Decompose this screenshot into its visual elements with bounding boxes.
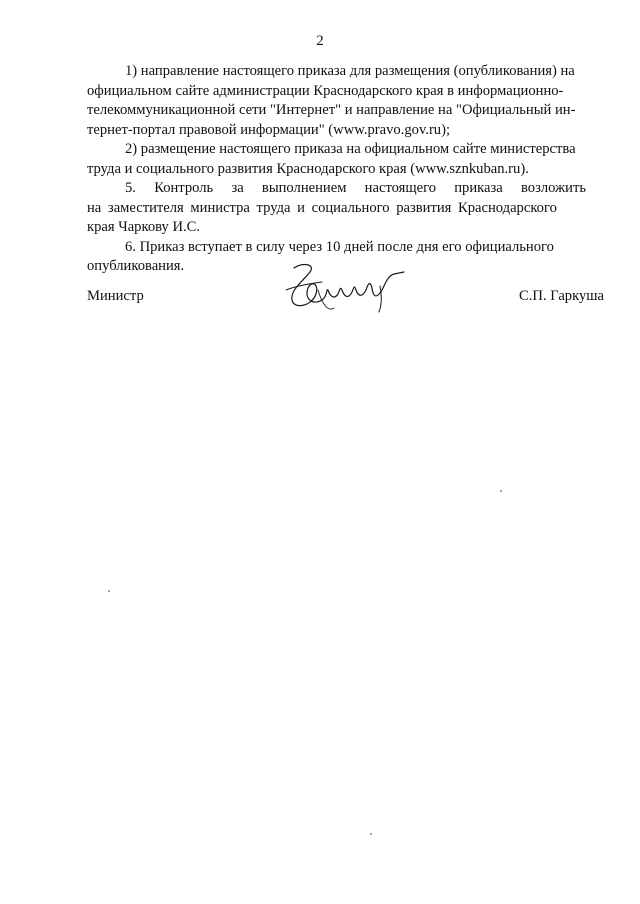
text-line: 1) направление настоящего приказа для размещения (опубликования) на	[125, 63, 575, 79]
text-line: края Чаркову И.С.	[87, 219, 201, 235]
text-line: 6. Приказ вступает в силу через 10 дней после дня его официального	[125, 238, 554, 255]
page-number: 2	[316, 33, 324, 49]
text-line: официальном сайте администрации Краснодарского края в информационно-	[87, 82, 564, 99]
signatory-title: Министр	[87, 288, 144, 304]
text-line: труда и социального развития Краснодарского края (www.sznkuban.ru).	[87, 160, 529, 177]
text-line: на заместителя министра труда и социального развития Краснодарского	[87, 199, 557, 216]
scan-speck	[108, 590, 110, 592]
text-line: опубликования.	[87, 258, 185, 274]
paragraph-control	[87, 179, 604, 238]
text-line: телекоммуникационной сети "Интернет" и направление на "Официальный ин-	[87, 102, 576, 118]
document-body	[87, 62, 604, 277]
paragraph-publication	[87, 62, 604, 140]
signatory-name: С.П. Гаркуша	[519, 288, 604, 304]
handwritten-signature	[282, 260, 412, 320]
scan-speck	[370, 833, 372, 835]
text-line: тернет-портал правовой информации" (www.pravo.gov.ru);	[87, 121, 451, 138]
scan-speck	[500, 490, 502, 492]
text-line: 2) размещение настоящего приказа на официальном сайте министерства	[125, 141, 576, 157]
text-line: 5. Контроль за выполнением настоящего приказа возложить	[125, 180, 586, 196]
paragraph-website	[87, 140, 604, 179]
